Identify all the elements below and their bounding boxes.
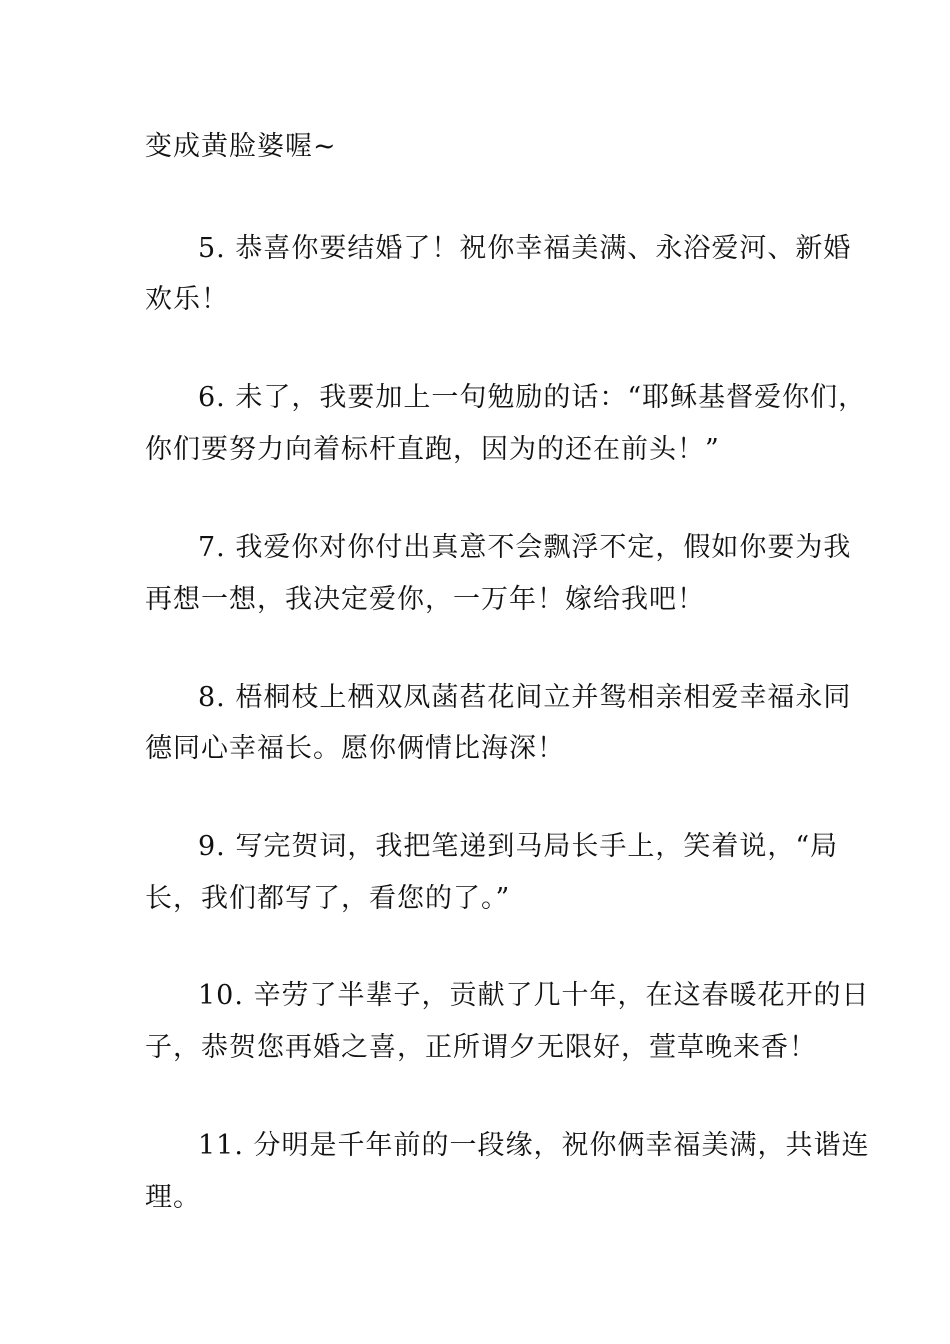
paragraph-10-line-2: 子，恭贺您再婚之喜，正所谓夕无限好，萱草晚来香！ — [145, 1032, 817, 1063]
paragraph-7-line-1: 7. 我爱你对你付出真意不会飘浮不定，假如你要为我 — [198, 532, 852, 563]
paragraph-5-line-2: 欢乐！ — [145, 284, 229, 315]
paragraph-8-line-2: 德同心幸福长。愿你俩情比海深！ — [145, 733, 565, 764]
paragraph-9-line-1: 9. 写完贺词，我把笔递到马局长手上，笑着说，“局 — [198, 831, 839, 862]
paragraph-11-line-1: 11. 分明是千年前的一段缘，祝你俩幸福美满，共谐连 — [198, 1130, 870, 1161]
paragraph-5-line-1: 5. 恭喜你要结婚了！祝你幸福美满、永浴爱河、新婚 — [198, 233, 852, 264]
paragraph-10-line-1: 10. 辛劳了半辈子，贡献了几十年，在这春暖花开的日 — [198, 980, 870, 1011]
paragraph-8-line-1: 8. 梧桐枝上栖双凤菡萏花间立并鸳相亲相爱幸福永同 — [198, 682, 852, 713]
paragraph-7-line-2: 再想一想，我决定爱你，一万年！嫁给我吧！ — [145, 584, 705, 615]
paragraph-6-line-2: 你们要努力向着标杆直跑，因为的还在前头！” — [145, 434, 720, 465]
paragraph-11-line-2: 理。 — [145, 1182, 201, 1213]
paragraph-6-line-1: 6. 未了，我要加上一句勉励的话：“耶稣基督爱你们， — [198, 382, 867, 413]
text-line-continuation: 变成黄脸婆喔~ — [145, 131, 337, 162]
paragraph-9-line-2: 长，我们都写了，看您的了。” — [145, 883, 511, 914]
